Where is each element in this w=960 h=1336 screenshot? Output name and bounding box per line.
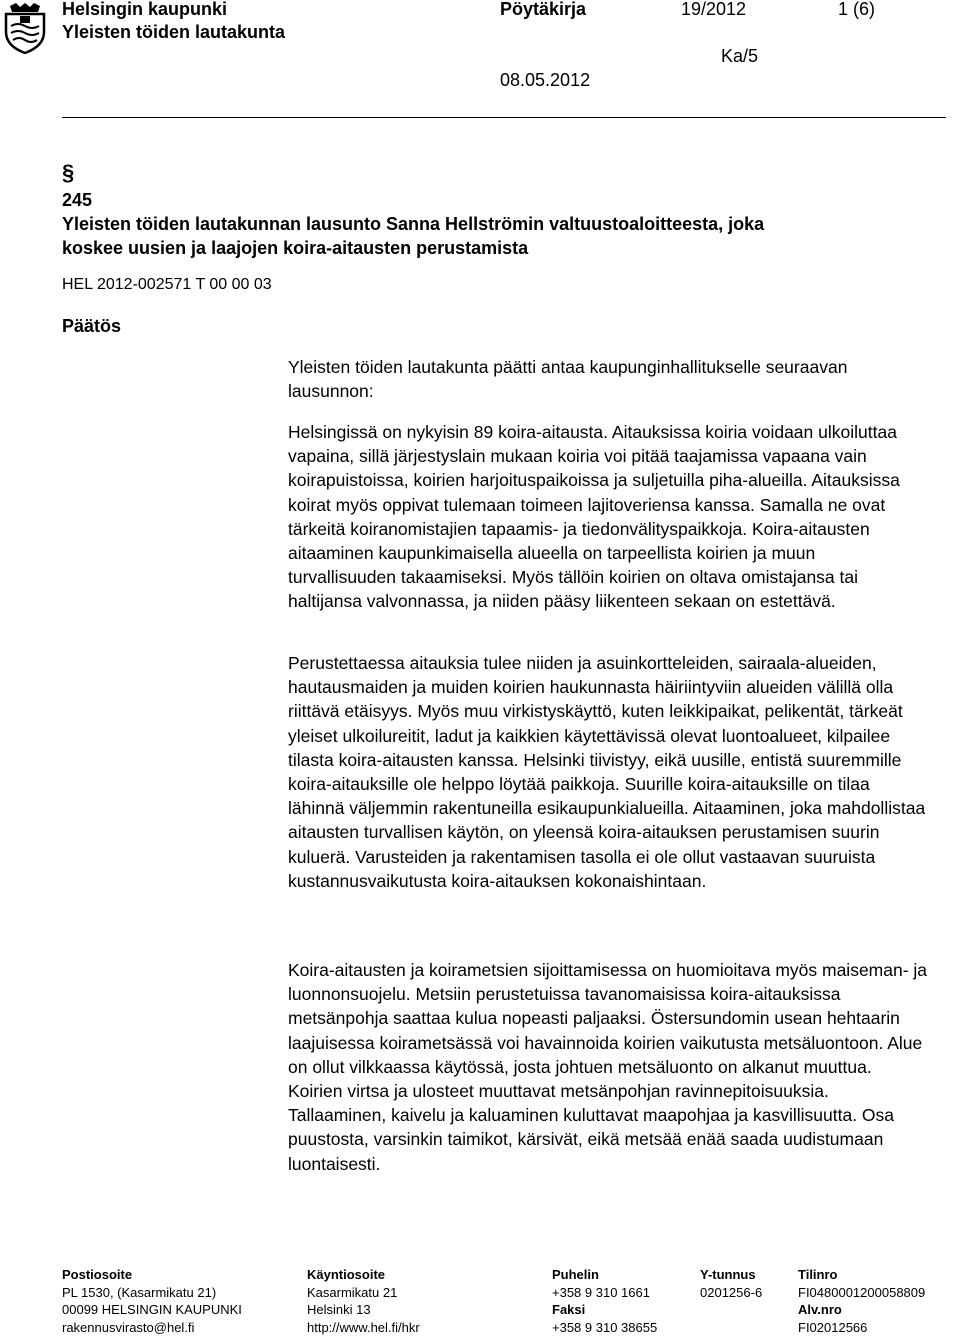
header-doc-number: 19/2012 xyxy=(681,0,746,20)
footer-account xyxy=(798,1266,925,1336)
footer-business-id xyxy=(700,1266,762,1301)
footer-alvnro-label: Alv.nro xyxy=(798,1301,925,1319)
footer-ytunnus-value: 0201256-6 xyxy=(700,1284,762,1302)
footer-fax-value: +358 9 310 38655 xyxy=(552,1319,657,1336)
section-title-block xyxy=(62,188,822,260)
footer-tilinro-label: Tilinro xyxy=(798,1266,925,1284)
decision-paragraph-2: Perustettaessa aitauksia tulee niiden ja asuinkortteleiden, sairaala-alueiden, hautausmaiden ja muiden koirien haukunnasta häiriintyviin alueiden välillä olla riittävä etäisyys. Myös muu virkistyskäyttö, kuten leikkipaikat, pelikentät, tärkeät yleiset ulkoilureitit, ladut ja kaikkien käytettävissä olevat luontoalueet, kilpailee tilasta koira-aitausten kanssa. Helsinki tiivistyy, eikä uusille, entistä suuremmille koira-aitauksille ole helppo löytää paikkoja. Suurille koira-aitauksille on tilaa lähinnä väljemmin rakentuneilla esikaupunkialueilla. Aitaaminen, joka mahdollistaa aitausten turvallisen käytön, on yleensä koira-aitauksen perustamisen suurin kuluerä. Varusteiden ja rakentamisen tasolla ei ole ollut vastaavan suuruista kustannusvaikutusta koira-aitauksen kokonaishintaan. xyxy=(288,651,928,893)
decision-paragraph-3: Koira-aitausten ja koirametsien sijoittamisessa on huomioitava myös maiseman- ja luonnonsuojelu. Metsiin perustetuissa tavanomaisissa koira-aitauksissa metsänpohja saattaa kulua nopeasti paljaaksi. Östersundomin usean hehtaarin laajuisessa koirametsässä voi havainnoida koirien vaikutusta metsäluontoon. Alue on ollut vilkkaassa käytössä, josta johtuen metsäluonto on alkanut muuttua. Koirien virtsa ja ulosteet muuttavat metsänpohjan ravinnepitoisuuksia. Tallaaminen, kaivelu ja kaluaminen kuluttavat maapohjaa ja kasvillisuutta. Osa puustosta, varsinkin taimikot, kärsivät, eikä metsää enää saada uudistumaan luontaisesti. xyxy=(288,958,928,1176)
header-org: Helsingin kaupunki xyxy=(62,0,227,20)
footer-ytunnus-label: Y-tunnus xyxy=(700,1266,762,1284)
footer-visit-address xyxy=(307,1266,420,1336)
footer-phone-label: Puhelin xyxy=(552,1266,657,1284)
footer-alvnro-value: FI02012566 xyxy=(798,1319,925,1336)
header-doc-type: Pöytäkirja xyxy=(500,0,586,20)
header-divider xyxy=(62,117,946,118)
footer-visit-label: Käyntiosoite xyxy=(307,1266,420,1284)
decision-heading: Päätös xyxy=(62,316,121,337)
footer-phone-fax xyxy=(552,1266,657,1336)
footer-visit-line-2: Helsinki 13 xyxy=(307,1301,420,1319)
footer-fax-label: Faksi xyxy=(552,1301,657,1319)
decision-intro: Yleisten töiden lautakunta päätti antaa kaupunginhallitukselle seuraavan lausunnon: xyxy=(288,355,928,403)
footer-postal-label: Postiosoite xyxy=(62,1266,242,1284)
footer-visit-line-1: Kasarmikatu 21 xyxy=(307,1284,420,1302)
header-ref-code: Ka/5 xyxy=(721,46,758,67)
header-board: Yleisten töiden lautakunta xyxy=(62,22,285,43)
section-title: Yleisten töiden lautakunnan lausunto Sanna Hellströmin valtuustoaloitteesta, joka koskee uusien ja laajojen koira-aitausten perustamista xyxy=(62,212,822,260)
header-date: 08.05.2012 xyxy=(500,70,590,91)
footer-postal-line-1: PL 1530, (Kasarmikatu 21) xyxy=(62,1284,242,1302)
footer-postal-line-2: 00099 HELSINGIN KAUPUNKI xyxy=(62,1301,242,1319)
case-id: HEL 2012-002571 T 00 00 03 xyxy=(62,276,272,294)
decision-paragraph-1: Helsingissä on nykyisin 89 koira-aitausta. Aitauksissa koiria voidaan ulkoiluttaa vapaina, sillä järjestyslain mukaan koiria voi pitää taajamissa vapaana vain koirapuistoissa, koirien harjoituspaikoissa ja suljetuilla piha-alueilla. Aitauksissa koirat myös oppivat tulemaan toimeen lajitoveriensa kanssa. Samalla ne ovat tärkeitä koiranomistajien tapaamis- ja tiedonvälityspaikkoja. Koira-aitausten aitaaminen kaupunkimaisella alueella on tarpeellista koirien ja muun turvallisuuden takaamiseksi. Myös tällöin koirien on oltava omistajansa tai haltijansa valvonnassa, ja niiden pääsy liikenteen sekaan on estettävä. xyxy=(288,420,928,614)
footer-email: rakennusvirasto@hel.fi xyxy=(62,1319,242,1336)
helsinki-crest-logo xyxy=(2,2,48,54)
section-symbol: § xyxy=(62,160,74,186)
footer-tilinro-value: FI0480001200058809 xyxy=(798,1284,925,1302)
footer-phone-value: +358 9 310 1661 xyxy=(552,1284,657,1302)
header-page-number: 1 (6) xyxy=(838,0,875,20)
section-number: 245 xyxy=(62,188,822,212)
footer-postal-address xyxy=(62,1266,242,1336)
footer-website: http://www.hel.fi/hkr xyxy=(307,1319,420,1336)
